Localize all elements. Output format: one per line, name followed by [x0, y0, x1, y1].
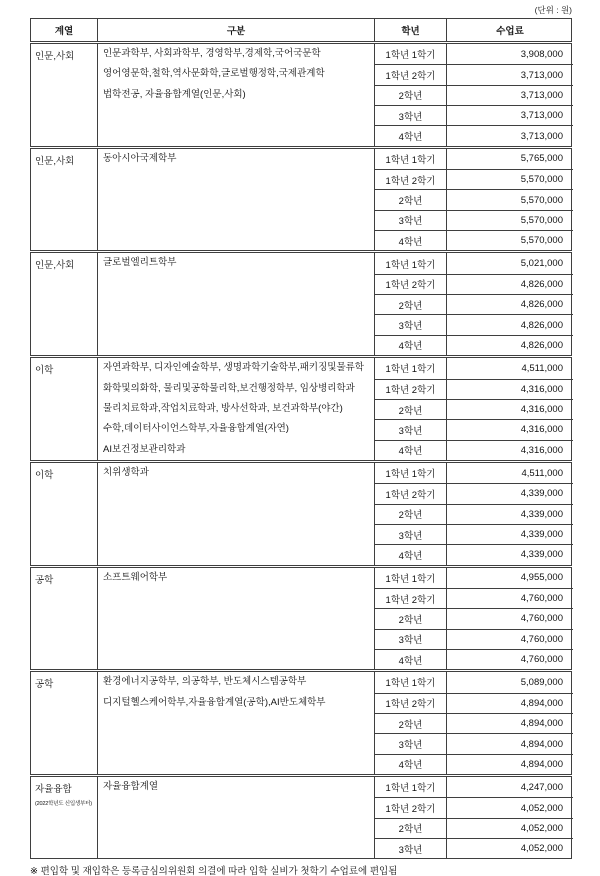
grade-cell: 3학년 — [374, 210, 446, 230]
fee-cell: 5,021,000 — [446, 253, 573, 273]
division-cell — [97, 149, 374, 251]
grade-cell: 4학년 — [374, 335, 446, 355]
fee-cell: 4,760,000 — [446, 649, 573, 669]
division-cell — [97, 672, 374, 774]
division-cell — [97, 777, 374, 858]
fee-cell: 4,826,000 — [446, 274, 573, 294]
fee-cell: 4,316,000 — [446, 379, 573, 399]
fee-cell: 4,339,000 — [446, 504, 573, 524]
fee-section — [30, 43, 572, 147]
category-cell — [31, 463, 97, 565]
category-label: 인문,사회 — [35, 51, 75, 62]
category-cell — [31, 149, 97, 251]
fee-cell: 4,052,000 — [446, 818, 573, 838]
category-cell — [31, 44, 97, 146]
division-line: 물리치료학과,작업치료학과, 방사선학과, 보건과학부(야간) — [103, 402, 343, 414]
tuition-fee-table — [30, 4, 572, 859]
category-label: 공학 — [35, 679, 54, 691]
grade-cell: 1학년 1학기 — [374, 568, 446, 588]
grade-cell: 3학년 — [374, 524, 446, 544]
fee-cell: 4,826,000 — [446, 335, 573, 355]
fee-cell: 4,052,000 — [446, 838, 573, 858]
grade-cell: 3학년 — [374, 733, 446, 753]
division-line: 환경에너지공학부, 의공학부, 반도체시스템공학부 — [103, 676, 307, 688]
fee-cell: 4,760,000 — [446, 588, 573, 608]
grade-cell: 4학년 — [374, 544, 446, 564]
fee-cell: 4,894,000 — [446, 713, 573, 733]
category-label: 인문,사회 — [35, 155, 75, 167]
fee-cell: 5,570,000 — [446, 169, 573, 189]
grade-cell: 1학년 2학기 — [374, 169, 446, 189]
fee-section — [30, 357, 572, 461]
division-cell — [97, 463, 374, 565]
grade-cell: 1학년 2학기 — [374, 274, 446, 294]
category-cell — [31, 253, 97, 355]
fee-cell: 4,339,000 — [446, 483, 573, 503]
fee-cell: 5,089,000 — [446, 672, 573, 692]
grade-cell: 2학년 — [374, 399, 446, 419]
fee-cell: 3,713,000 — [446, 64, 573, 84]
division-cell — [97, 568, 374, 670]
fee-section — [30, 252, 572, 356]
fee-section — [30, 462, 572, 566]
division-line: AI보건정보관리학과 — [103, 443, 186, 455]
fee-cell: 5,570,000 — [446, 210, 573, 230]
header-fee: 수업료 — [446, 19, 573, 41]
grade-cell: 3학년 — [374, 629, 446, 649]
category-cell — [31, 568, 97, 670]
fee-cell: 3,713,000 — [446, 105, 573, 125]
fee-cell: 3,713,000 — [446, 85, 573, 105]
header-grade: 학년 — [374, 19, 446, 41]
fee-cell: 4,894,000 — [446, 733, 573, 753]
category-label: 이학 — [35, 365, 54, 377]
fee-table-body — [30, 43, 572, 859]
division-line: 화학및의화학, 물리및공학물리학,보건행정학부, 임상병리학과 — [103, 382, 355, 394]
grade-cell: 1학년 1학기 — [374, 149, 446, 169]
grade-cell: 1학년 2학기 — [374, 483, 446, 503]
division-line: 자연과학부, 디자인예술학부, 생명과학기술학부,패키징및물류학 — [103, 362, 364, 374]
division-line: 인문과학부, 사회과학부, 경영학부,경제학,국어국문학 — [103, 48, 321, 59]
grade-cell: 3학년 — [374, 105, 446, 125]
fee-cell: 3,908,000 — [446, 44, 573, 64]
grade-cell: 2학년 — [374, 608, 446, 628]
fee-cell: 3,713,000 — [446, 125, 573, 145]
grade-cell: 2학년 — [374, 85, 446, 105]
fee-cell: 4,760,000 — [446, 608, 573, 628]
fee-section — [30, 671, 572, 775]
category-label: 자율융합 — [35, 784, 72, 796]
grade-cell: 1학년 2학기 — [374, 588, 446, 608]
fee-cell: 4,316,000 — [446, 440, 573, 460]
grade-cell: 4학년 — [374, 230, 446, 250]
category-label: 인문,사회 — [35, 260, 75, 272]
fee-section — [30, 776, 572, 859]
division-line: 자율융합계열 — [103, 781, 159, 793]
division-line: 영어영문학,철학,역사문화학,글로벌행정학,국제관계학 — [103, 68, 325, 80]
fee-section — [30, 148, 572, 252]
grade-cell: 1학년 1학기 — [374, 358, 446, 378]
division-line: 동아시아국제학부 — [103, 152, 177, 164]
grade-cell: 2학년 — [374, 294, 446, 314]
category-label: 공학 — [35, 574, 54, 586]
fee-cell: 4,339,000 — [446, 524, 573, 544]
table-header-row — [30, 18, 572, 42]
fee-cell: 4,316,000 — [446, 419, 573, 439]
grade-cell: 3학년 — [374, 314, 446, 334]
grade-cell: 1학년 1학기 — [374, 44, 446, 64]
unit-label: (단위 : 원) — [534, 5, 572, 15]
category-cell — [31, 777, 97, 858]
fee-cell: 4,247,000 — [446, 777, 573, 797]
grade-cell: 2학년 — [374, 189, 446, 209]
fee-cell: 4,339,000 — [446, 544, 573, 564]
grade-cell: 1학년 2학기 — [374, 797, 446, 817]
category-cell — [31, 672, 97, 774]
grade-cell: 3학년 — [374, 419, 446, 439]
grade-cell: 4학년 — [374, 440, 446, 460]
category-note: (2022학년도 신입생부터) — [35, 801, 92, 808]
division-cell — [97, 44, 374, 146]
division-cell — [97, 358, 374, 460]
footnote: ※ 편입학 및 재입학은 등록금심의위원회 의결에 따라 입학 실비가 첫학기 수업료에 편입됨 — [30, 866, 398, 876]
fee-cell: 4,052,000 — [446, 797, 573, 817]
header-category: 계열 — [54, 26, 74, 37]
fee-cell: 5,570,000 — [446, 189, 573, 209]
grade-cell: 1학년 2학기 — [374, 64, 446, 84]
fee-cell: 4,894,000 — [446, 754, 573, 774]
fee-cell: 4,316,000 — [446, 399, 573, 419]
division-line: 법학전공, 자율융합계열(인문,사회) — [103, 88, 246, 100]
grade-cell: 1학년 1학기 — [374, 777, 446, 797]
fee-cell: 5,765,000 — [446, 149, 573, 169]
fee-cell: 5,570,000 — [446, 230, 573, 250]
fee-cell: 4,511,000 — [446, 463, 573, 483]
fee-cell: 4,894,000 — [446, 693, 573, 713]
grade-cell: 1학년 2학기 — [374, 693, 446, 713]
grade-cell: 4학년 — [374, 754, 446, 774]
fee-section — [30, 567, 572, 671]
category-label: 이학 — [35, 469, 54, 481]
division-line: 수학,데이터사이언스학부,자율융합계열(자연) — [103, 423, 289, 435]
grade-cell: 4학년 — [374, 649, 446, 669]
grade-cell: 1학년 2학기 — [374, 379, 446, 399]
division-line: 소프트웨어학부 — [103, 571, 168, 583]
grade-cell: 2학년 — [374, 713, 446, 733]
grade-cell: 2학년 — [374, 818, 446, 838]
header-division: 구분 — [97, 19, 374, 41]
division-cell — [97, 253, 374, 355]
fee-cell: 4,826,000 — [446, 314, 573, 334]
grade-cell: 2학년 — [374, 504, 446, 524]
grade-cell: 1학년 1학기 — [374, 672, 446, 692]
grade-cell: 3학년 — [374, 838, 446, 858]
fee-cell: 4,955,000 — [446, 568, 573, 588]
division-line: 디지털헬스케어학부,자율융합계열(공학),AI반도체학부 — [103, 696, 326, 708]
fee-cell: 4,826,000 — [446, 294, 573, 314]
category-cell — [31, 358, 97, 460]
division-line: 치위생학과 — [103, 466, 149, 478]
fee-cell: 4,511,000 — [446, 358, 573, 378]
grade-cell: 4학년 — [374, 125, 446, 145]
grade-cell: 1학년 1학기 — [374, 253, 446, 273]
fee-cell: 4,760,000 — [446, 629, 573, 649]
division-line: 글로벌엘리트학부 — [103, 257, 177, 269]
grade-cell: 1학년 1학기 — [374, 463, 446, 483]
